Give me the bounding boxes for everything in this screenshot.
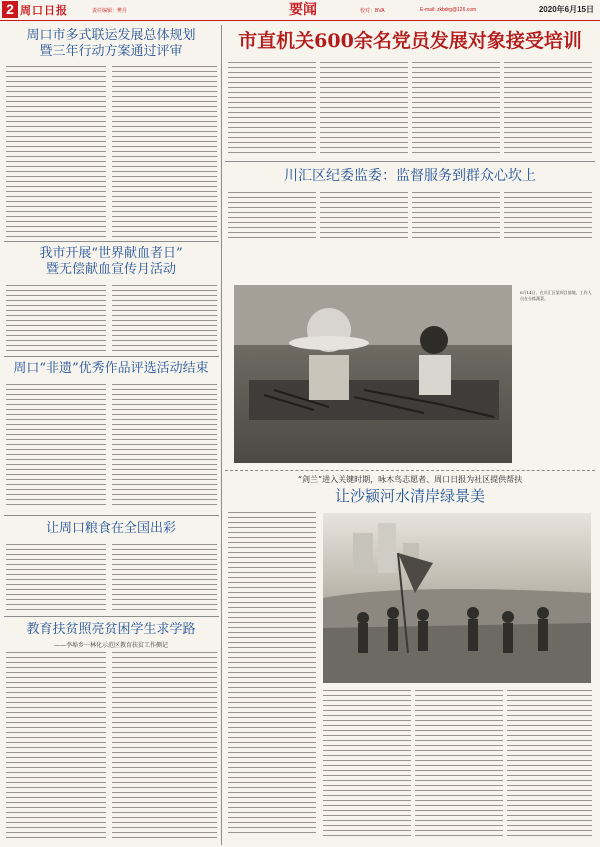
article-3-title: 周口“非遗”优秀作品评选活动结束 <box>13 361 209 376</box>
page-number: 2 <box>2 1 18 18</box>
lead-article-body <box>504 62 592 157</box>
lead-article-title: 市直机关600余名党员发展对象接受培训 <box>238 30 582 52</box>
photo-1-caption: 6月14日，在川汇区某项目基地，工作人员在分拣蔬菜。 <box>520 290 592 301</box>
mid-article-body <box>504 192 592 242</box>
issue-date: 2020年6月15日 <box>538 5 594 14</box>
photo-illustration <box>323 513 591 683</box>
article-5-title: 教育扶贫照亮贫困学生求学路 <box>26 622 196 637</box>
article-divider <box>4 356 219 357</box>
article-4-body <box>6 544 106 614</box>
feature-body <box>507 690 592 840</box>
mid-article-body <box>228 192 316 242</box>
article-5-body <box>112 652 217 842</box>
article-5-subtitle: ——李埠乡一林化示范区教育扶贫工作侧记 <box>53 642 168 649</box>
news-photo-river <box>323 513 591 683</box>
section-title: 要闻 <box>289 2 317 18</box>
paper-name: 周口日报 <box>20 4 68 17</box>
article-4-title: 让周口粮食在全国出彩 <box>45 521 176 536</box>
email-info: E-mail: zkbdrg@126.com <box>420 7 477 13</box>
article-4-body <box>112 544 217 614</box>
article-2-body <box>6 285 106 355</box>
article-2-title: 我市开展“世界献血者日” 暨无偿献血宣传月活动 <box>39 246 183 277</box>
page-header <box>0 0 600 21</box>
feature-body <box>415 690 503 840</box>
article-3-body <box>6 384 106 509</box>
article-1-body <box>112 66 217 241</box>
article-divider <box>4 616 219 617</box>
feature-body <box>323 690 411 840</box>
mid-article-body <box>412 192 500 242</box>
article-divider <box>225 161 595 162</box>
mid-article-body <box>320 192 408 242</box>
news-photo-vegetables <box>234 285 512 463</box>
proofreader-info: 校对：BVA <box>360 8 385 14</box>
article-divider <box>4 515 219 516</box>
article-2-body <box>112 285 217 355</box>
article-3-body <box>112 384 217 509</box>
article-1-title: 周口市多式联运发展总体规划 暨三年行动方案通过评审 <box>26 28 196 59</box>
photo-illustration <box>234 285 512 463</box>
mid-article-title: 川汇区纪委监委：监督服务到群众心坎上 <box>284 168 536 184</box>
editor-info: 责任编辑：樊丹 <box>92 8 128 14</box>
lead-article-body <box>228 62 316 157</box>
article-divider <box>4 241 219 242</box>
article-1-body <box>6 66 106 241</box>
lead-article-body <box>320 62 408 157</box>
lead-article-body <box>412 62 500 157</box>
feature-body <box>228 512 316 837</box>
feature-kicker: “剑兰”进入关键时期，咏木鸟志愿者、周口日报为社区提供帮扶 <box>297 475 523 484</box>
feature-title: 让沙颍河水清岸绿景美 <box>334 487 485 505</box>
feature-box-top <box>225 470 595 471</box>
column-divider <box>221 25 222 845</box>
article-5-body <box>6 652 106 842</box>
